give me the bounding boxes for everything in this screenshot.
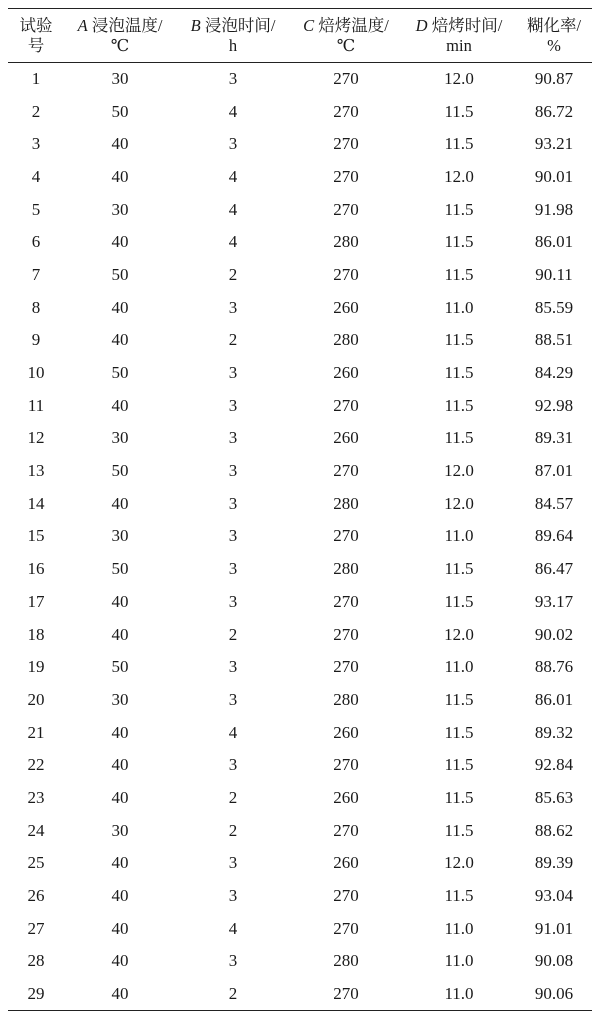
cell-bake-temperature: 260 xyxy=(333,363,359,383)
table-row xyxy=(8,847,592,880)
cell-bake-time: 12.0 xyxy=(444,69,474,89)
cell-trial-number: 14 xyxy=(27,493,45,513)
cell-bake-temperature: 270 xyxy=(333,983,359,1003)
cell-bake-temperature: 270 xyxy=(333,395,359,415)
cell-trial-number: 23 xyxy=(27,787,45,807)
cell-bake-temperature: 270 xyxy=(333,591,359,611)
cell-soak-temperature: 40 xyxy=(111,886,129,906)
cell-gelatinization-rate: 84.57 xyxy=(534,493,574,513)
table-row xyxy=(8,716,592,749)
cell-soak-time: 2 xyxy=(228,624,238,644)
header-bake-time: D 焙烤时间/ min xyxy=(415,15,503,55)
cell-trial-number: 12 xyxy=(27,428,45,448)
cell-soak-time: 4 xyxy=(228,918,238,938)
table-row xyxy=(8,193,592,226)
cell-trial-number: 2 xyxy=(31,101,41,121)
table-row xyxy=(8,455,592,488)
cell-gelatinization-rate: 86.01 xyxy=(534,689,574,709)
cell-bake-time: 11.0 xyxy=(444,918,474,938)
cell-bake-time: 11.5 xyxy=(444,787,474,807)
cell-bake-temperature: 270 xyxy=(333,461,359,481)
cell-soak-time: 3 xyxy=(228,755,238,775)
cell-soak-temperature: 40 xyxy=(111,232,129,252)
cell-soak-time: 3 xyxy=(228,526,238,546)
cell-soak-temperature: 30 xyxy=(111,820,129,840)
cell-soak-temperature: 50 xyxy=(111,657,129,677)
table-row xyxy=(8,520,592,553)
cell-soak-time: 3 xyxy=(228,591,238,611)
cell-bake-temperature: 270 xyxy=(333,166,359,186)
cell-soak-temperature: 30 xyxy=(111,69,129,89)
cell-bake-time: 11.5 xyxy=(444,820,474,840)
cell-bake-temperature: 280 xyxy=(333,330,359,350)
cell-soak-time: 3 xyxy=(228,886,238,906)
cell-gelatinization-rate: 93.21 xyxy=(534,134,574,154)
table-row xyxy=(8,226,592,259)
cell-trial-number: 10 xyxy=(27,363,45,383)
cell-soak-time: 4 xyxy=(228,199,238,219)
cell-soak-temperature: 40 xyxy=(111,722,129,742)
cell-bake-temperature: 270 xyxy=(333,755,359,775)
cell-gelatinization-rate: 88.76 xyxy=(534,657,574,677)
cell-trial-number: 27 xyxy=(27,918,45,938)
cell-trial-number: 26 xyxy=(27,886,45,906)
cell-trial-number: 8 xyxy=(31,297,41,317)
cell-soak-time: 3 xyxy=(228,134,238,154)
table-row xyxy=(8,553,592,586)
cell-soak-time: 3 xyxy=(228,493,238,513)
cell-soak-temperature: 40 xyxy=(111,787,129,807)
cell-trial-number: 11 xyxy=(27,395,45,415)
cell-bake-temperature: 280 xyxy=(333,689,359,709)
cell-trial-number: 19 xyxy=(27,657,45,677)
cell-gelatinization-rate: 89.64 xyxy=(534,526,574,546)
cell-soak-time: 3 xyxy=(228,461,238,481)
cell-bake-time: 11.5 xyxy=(444,232,474,252)
cell-bake-time: 11.0 xyxy=(444,657,474,677)
header-trial-number: 试验 号 xyxy=(19,15,53,55)
cell-gelatinization-rate: 91.01 xyxy=(534,918,574,938)
cell-trial-number: 22 xyxy=(27,755,45,775)
cell-soak-temperature: 40 xyxy=(111,330,129,350)
cell-bake-time: 12.0 xyxy=(444,166,474,186)
cell-bake-time: 11.0 xyxy=(444,951,474,971)
table-row xyxy=(8,880,592,913)
cell-soak-time: 3 xyxy=(228,559,238,579)
table-row xyxy=(8,63,592,96)
cell-trial-number: 21 xyxy=(27,722,45,742)
cell-bake-time: 12.0 xyxy=(444,461,474,481)
cell-trial-number: 16 xyxy=(27,559,45,579)
cell-soak-temperature: 40 xyxy=(111,493,129,513)
cell-bake-time: 11.5 xyxy=(444,134,474,154)
cell-bake-time: 11.5 xyxy=(444,591,474,611)
cell-soak-time: 3 xyxy=(228,363,238,383)
header-soak-time: B 浸泡时间/ h xyxy=(190,15,276,55)
cell-bake-temperature: 270 xyxy=(333,526,359,546)
cell-soak-temperature: 50 xyxy=(111,461,129,481)
cell-bake-temperature: 280 xyxy=(333,559,359,579)
table-row xyxy=(8,128,592,161)
cell-soak-temperature: 40 xyxy=(111,591,129,611)
cell-gelatinization-rate: 89.39 xyxy=(534,853,574,873)
cell-bake-temperature: 270 xyxy=(333,657,359,677)
cell-gelatinization-rate: 85.63 xyxy=(534,787,574,807)
cell-gelatinization-rate: 86.47 xyxy=(534,559,574,579)
cell-soak-temperature: 50 xyxy=(111,363,129,383)
table-body xyxy=(8,63,592,1011)
cell-soak-temperature: 30 xyxy=(111,428,129,448)
cell-soak-time: 3 xyxy=(228,657,238,677)
experiment-table xyxy=(8,8,592,1011)
cell-bake-temperature: 260 xyxy=(333,722,359,742)
table-row xyxy=(8,749,592,782)
cell-soak-time: 3 xyxy=(228,951,238,971)
cell-soak-time: 4 xyxy=(228,232,238,252)
cell-bake-temperature: 270 xyxy=(333,101,359,121)
cell-soak-temperature: 30 xyxy=(111,199,129,219)
cell-soak-temperature: 40 xyxy=(111,853,129,873)
table-row xyxy=(8,978,592,1011)
cell-soak-temperature: 40 xyxy=(111,624,129,644)
table-row xyxy=(8,487,592,520)
cell-soak-time: 2 xyxy=(228,787,238,807)
cell-soak-time: 4 xyxy=(228,101,238,121)
cell-soak-time: 3 xyxy=(228,428,238,448)
cell-trial-number: 1 xyxy=(31,69,41,89)
cell-bake-temperature: 280 xyxy=(333,951,359,971)
cell-bake-temperature: 270 xyxy=(333,886,359,906)
cell-bake-temperature: 260 xyxy=(333,297,359,317)
cell-trial-number: 28 xyxy=(27,951,45,971)
cell-soak-temperature: 50 xyxy=(111,559,129,579)
table-header xyxy=(8,9,592,63)
cell-bake-temperature: 270 xyxy=(333,820,359,840)
cell-bake-temperature: 270 xyxy=(333,264,359,284)
cell-soak-temperature: 40 xyxy=(111,134,129,154)
cell-soak-time: 3 xyxy=(228,689,238,709)
cell-soak-time: 3 xyxy=(228,853,238,873)
cell-bake-temperature: 270 xyxy=(333,69,359,89)
cell-soak-time: 3 xyxy=(228,297,238,317)
cell-trial-number: 25 xyxy=(27,853,45,873)
table-row xyxy=(8,357,592,390)
table-row xyxy=(8,586,592,619)
table-row xyxy=(8,324,592,357)
cell-bake-temperature: 260 xyxy=(333,853,359,873)
cell-soak-time: 2 xyxy=(228,264,238,284)
cell-bake-temperature: 270 xyxy=(333,134,359,154)
cell-soak-temperature: 40 xyxy=(111,297,129,317)
cell-bake-time: 11.0 xyxy=(444,983,474,1003)
cell-trial-number: 20 xyxy=(27,689,45,709)
cell-soak-time: 2 xyxy=(228,330,238,350)
cell-gelatinization-rate: 89.31 xyxy=(534,428,574,448)
cell-soak-temperature: 40 xyxy=(111,918,129,938)
cell-soak-temperature: 40 xyxy=(111,983,129,1003)
cell-soak-time: 3 xyxy=(228,69,238,89)
cell-bake-time: 11.5 xyxy=(444,395,474,415)
cell-bake-time: 11.5 xyxy=(444,722,474,742)
cell-bake-time: 11.5 xyxy=(444,330,474,350)
cell-soak-time: 2 xyxy=(228,820,238,840)
cell-trial-number: 7 xyxy=(31,264,41,284)
cell-trial-number: 24 xyxy=(27,820,45,840)
cell-bake-time: 12.0 xyxy=(444,853,474,873)
table-row xyxy=(8,161,592,194)
table-row xyxy=(8,259,592,292)
cell-soak-temperature: 30 xyxy=(111,689,129,709)
table-row xyxy=(8,422,592,455)
cell-soak-time: 4 xyxy=(228,722,238,742)
cell-trial-number: 15 xyxy=(27,526,45,546)
cell-soak-temperature: 40 xyxy=(111,755,129,775)
cell-soak-temperature: 40 xyxy=(111,951,129,971)
cell-soak-temperature: 50 xyxy=(111,101,129,121)
cell-gelatinization-rate: 89.32 xyxy=(534,722,574,742)
header-row xyxy=(8,9,592,63)
cell-gelatinization-rate: 90.11 xyxy=(535,264,573,284)
cell-bake-temperature: 270 xyxy=(333,624,359,644)
cell-trial-number: 3 xyxy=(31,134,41,154)
cell-gelatinization-rate: 88.62 xyxy=(534,820,574,840)
cell-gelatinization-rate: 93.17 xyxy=(534,591,574,611)
table-row xyxy=(8,945,592,978)
cell-gelatinization-rate: 84.29 xyxy=(534,363,574,383)
table-row xyxy=(8,814,592,847)
cell-trial-number: 5 xyxy=(31,199,41,219)
cell-soak-temperature: 40 xyxy=(111,395,129,415)
cell-gelatinization-rate: 92.98 xyxy=(534,395,574,415)
cell-bake-time: 11.5 xyxy=(444,886,474,906)
table-row xyxy=(8,291,592,324)
cell-bake-time: 11.5 xyxy=(444,264,474,284)
cell-bake-temperature: 260 xyxy=(333,787,359,807)
header-gelatinization-rate: 糊化率/ % xyxy=(526,15,582,55)
cell-bake-time: 12.0 xyxy=(444,493,474,513)
cell-trial-number: 29 xyxy=(27,983,45,1003)
table-row xyxy=(8,618,592,651)
cell-gelatinization-rate: 86.72 xyxy=(534,101,574,121)
table-row xyxy=(8,912,592,945)
cell-bake-time: 11.5 xyxy=(444,428,474,448)
table-row xyxy=(8,782,592,815)
cell-soak-time: 3 xyxy=(228,395,238,415)
cell-bake-time: 11.5 xyxy=(444,363,474,383)
cell-bake-temperature: 280 xyxy=(333,232,359,252)
cell-gelatinization-rate: 90.01 xyxy=(534,166,574,186)
table-row xyxy=(8,95,592,128)
cell-gelatinization-rate: 90.87 xyxy=(534,69,574,89)
cell-soak-temperature: 50 xyxy=(111,264,129,284)
cell-soak-temperature: 30 xyxy=(111,526,129,546)
cell-trial-number: 17 xyxy=(27,591,45,611)
cell-bake-temperature: 260 xyxy=(333,428,359,448)
cell-bake-temperature: 280 xyxy=(333,493,359,513)
cell-bake-time: 11.0 xyxy=(444,526,474,546)
cell-gelatinization-rate: 90.08 xyxy=(534,951,574,971)
cell-trial-number: 18 xyxy=(27,624,45,644)
cell-bake-time: 11.5 xyxy=(444,559,474,579)
cell-bake-time: 12.0 xyxy=(444,624,474,644)
cell-gelatinization-rate: 93.04 xyxy=(534,886,574,906)
cell-bake-time: 11.0 xyxy=(444,297,474,317)
cell-gelatinization-rate: 91.98 xyxy=(534,199,574,219)
cell-bake-temperature: 270 xyxy=(333,918,359,938)
cell-gelatinization-rate: 85.59 xyxy=(534,297,574,317)
cell-gelatinization-rate: 88.51 xyxy=(534,330,574,350)
header-soak-temperature: A 浸泡温度/ ℃ xyxy=(77,15,163,55)
cell-soak-temperature: 40 xyxy=(111,166,129,186)
cell-bake-temperature: 270 xyxy=(333,199,359,219)
cell-gelatinization-rate: 87.01 xyxy=(534,461,574,481)
cell-bake-time: 11.5 xyxy=(444,199,474,219)
cell-gelatinization-rate: 86.01 xyxy=(534,232,574,252)
table-row xyxy=(8,651,592,684)
cell-trial-number: 6 xyxy=(31,232,41,252)
cell-gelatinization-rate: 92.84 xyxy=(534,755,574,775)
cell-gelatinization-rate: 90.02 xyxy=(534,624,574,644)
cell-gelatinization-rate: 90.06 xyxy=(534,983,574,1003)
cell-bake-time: 11.5 xyxy=(444,101,474,121)
cell-soak-time: 2 xyxy=(228,983,238,1003)
cell-bake-time: 11.5 xyxy=(444,689,474,709)
cell-bake-time: 11.5 xyxy=(444,755,474,775)
cell-trial-number: 13 xyxy=(27,461,45,481)
table-row xyxy=(8,389,592,422)
table-row xyxy=(8,684,592,717)
header-bake-temperature: C 焙烤温度/ ℃ xyxy=(303,15,389,55)
cell-trial-number: 4 xyxy=(31,166,41,186)
cell-soak-time: 4 xyxy=(228,166,238,186)
cell-trial-number: 9 xyxy=(31,330,41,350)
